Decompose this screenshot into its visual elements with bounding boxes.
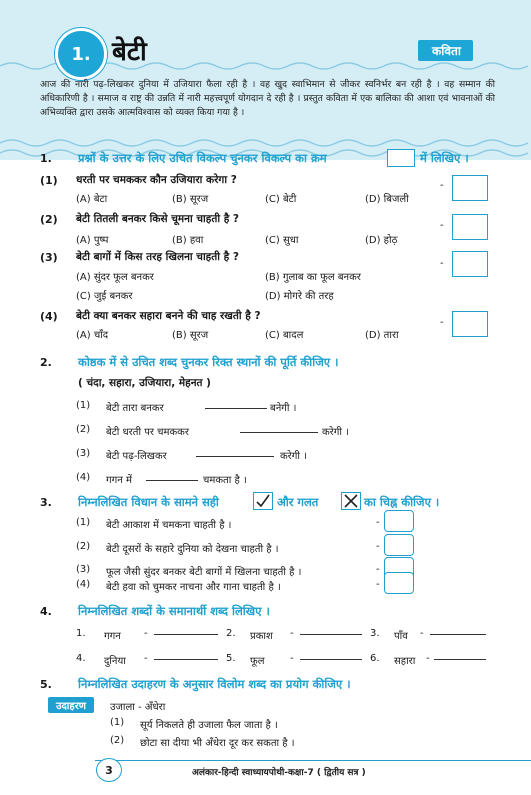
q1-text: धरती पर चमककर कौन उजियारा करेगा ? — [76, 174, 237, 186]
fill-3-blank[interactable] — [196, 446, 274, 457]
q2-text: बेटी तितली बनकर किसे चूमना चाहती है ? — [76, 213, 240, 225]
syn-4-word: दुनिया — [104, 656, 126, 667]
syn-3-word: पाँव — [394, 631, 408, 642]
q2-option-d[interactable]: (D) होठ़ — [365, 235, 398, 246]
q1-answer-box[interactable] — [452, 175, 488, 201]
syn-5-word: फूल — [250, 656, 265, 667]
fill-1-number: (1) — [76, 400, 91, 411]
q3-option-d[interactable]: (D) मोगरे की तरह — [265, 291, 334, 302]
q3-option-c[interactable]: (C) जुई बनकर — [76, 291, 133, 302]
fill-2-before: बेटी धरती पर चमककर — [106, 427, 189, 438]
q1-dash: - — [440, 180, 444, 191]
tf-2-answer-box[interactable] — [384, 534, 414, 556]
fill-3-number: (3) — [76, 448, 91, 459]
q3-answer-box[interactable] — [452, 251, 488, 277]
fill-4-after: चमकता है । — [203, 475, 247, 486]
fill-2-after: करेगी । — [322, 427, 349, 438]
section-4-number: 4. — [40, 605, 52, 618]
fill-1-blank[interactable] — [205, 398, 267, 409]
ex-line-1-number: (1) — [110, 717, 125, 728]
footer-text: अलंकार-हिन्दी स्वाध्यायपोथी-कक्षा-7 ( द्वितीय सत्र ) — [192, 768, 366, 778]
intro-paragraph: आज की नारी पढ़-लिखकर दुनिया में उजियारा फैला रही है । वह खुद स्वाभिमान से जीकर स्वनिर्भर बन रही है । वह सम्मान की अधिकारिणी है । समाज व राष्ट्र की उन्नति में नारी महत्त्वपूर्ण योगदान दे रही है । प्रस्तुत कविता में एक बालिका की आशा एवं भावनाओं की अभिव्यक्ति द्वारा उसके आत्मविश्वास को व्यक्त किया गया है । — [40, 79, 495, 118]
cross-icon — [342, 493, 360, 509]
syn-1-blank[interactable] — [154, 624, 218, 635]
q4-option-b[interactable]: (B) सूरज — [172, 330, 209, 341]
q4-answer-box[interactable] — [452, 311, 488, 337]
syn-2-word: प्रकाश — [250, 631, 273, 642]
section-5-number: 5. — [40, 678, 52, 691]
example-tag: उदाहरण — [48, 697, 94, 713]
syn-6-dash: - — [426, 653, 430, 664]
tf-2-text: बेटी दूसरों के सहारे दुनिया को देखना चाहती है । — [106, 544, 279, 555]
syn-5-number: 5. — [226, 653, 236, 664]
tf-3-number: (3) — [76, 564, 91, 575]
ex-line-2-number: (2) — [110, 735, 125, 746]
answer-key-box — [387, 149, 415, 167]
q2-answer-box[interactable] — [452, 214, 488, 240]
tf-1-answer-box[interactable] — [384, 510, 414, 532]
check-icon — [254, 493, 272, 509]
q4-text: बेटी क्या बनकर सहारा बनने की चाह रखती है ? — [76, 310, 261, 322]
q3-dash: - — [440, 258, 444, 269]
q1-option-c[interactable]: (C) बेटी — [265, 194, 297, 205]
tick-sample-box — [253, 492, 273, 510]
q1-number: (1) — [40, 174, 58, 187]
syn-1-number: 1. — [76, 628, 86, 639]
tf-1-number: (1) — [76, 517, 91, 528]
syn-4-dash: - — [144, 653, 148, 664]
syn-3-blank[interactable] — [430, 624, 486, 635]
ex-line-2-text: छोटा सा दीया भी अँधेरा दूर कर सकता है । — [140, 738, 295, 749]
tf-4-answer-box[interactable] — [384, 572, 414, 594]
q4-dash: - — [440, 317, 444, 328]
q2-option-a[interactable]: (A) पुष्प — [76, 235, 109, 246]
page-number: 3 — [96, 758, 122, 782]
page-title: बेटी — [112, 37, 147, 67]
syn-6-blank[interactable] — [434, 649, 486, 660]
q4-option-a[interactable]: (A) चाँद — [76, 330, 109, 341]
section-3-heading-a: निम्नलिखित विधान के सामने सही — [78, 495, 219, 509]
lesson-number-badge: 1. — [55, 28, 107, 80]
tf-4-number: (4) — [76, 579, 91, 590]
section-3-heading-c: का चिह्न कीजिए । — [364, 495, 440, 509]
section-1-heading: प्रश्नों के उत्तर के लिए उचित विकल्प चुनकर विकल्प का क्रम — [78, 151, 327, 165]
fill-3-before: बेटी पढ़-लिखकर — [106, 451, 167, 462]
q2-dash: - — [440, 220, 444, 231]
section-5-heading: निम्नलिखित उदाहरण के अनुसार विलोम शब्द का प्रयोग कीजिए । — [78, 677, 351, 691]
syn-1-dash: - — [144, 628, 148, 639]
syn-6-number: 6. — [370, 653, 380, 664]
ex-line-1-text: सूर्य निकलते ही उजाला फैल जाता है । — [140, 720, 278, 731]
section-1-number: 1. — [40, 152, 52, 165]
q4-option-c[interactable]: (C) बादल — [265, 330, 304, 341]
q1-option-a[interactable]: (A) बेटा — [76, 194, 108, 205]
fill-1-before: बेटी तारा बनकर — [106, 403, 164, 414]
syn-4-number: 4. — [76, 653, 86, 664]
word-bank: ( चंदा, सहारा, उजियारा, मेहनत ) — [78, 377, 211, 389]
category-tag: कविता — [418, 40, 473, 61]
section-3-heading-b: और गलत — [277, 495, 319, 509]
syn-3-number: 3. — [370, 628, 380, 639]
syn-2-number: 2. — [226, 628, 236, 639]
q4-number: (4) — [40, 310, 58, 323]
syn-3-dash: - — [420, 628, 424, 639]
q3-option-b[interactable]: (B) गुलाब का फूल बनकर — [265, 272, 361, 283]
q3-option-a[interactable]: (A) सुंदर फूल बनकर — [76, 272, 154, 283]
section-1-heading-end: में लिखिए । — [420, 151, 469, 165]
section-2-number: 2. — [40, 356, 52, 369]
fill-3-after: करेगी । — [280, 451, 307, 462]
syn-2-blank[interactable] — [300, 624, 362, 635]
fill-2-blank[interactable] — [240, 422, 318, 433]
q1-option-d[interactable]: (D) बिजली — [365, 194, 409, 205]
tf-2-number: (2) — [76, 541, 91, 552]
fill-4-number: (4) — [76, 472, 91, 483]
syn-4-blank[interactable] — [154, 649, 218, 660]
q2-number: (2) — [40, 213, 58, 226]
q3-number: (3) — [40, 251, 58, 264]
q4-option-d[interactable]: (D) तारा — [365, 330, 399, 341]
tf-2-dash: - — [376, 541, 380, 552]
tf-4-dash: - — [376, 579, 380, 590]
q2-option-b[interactable]: (B) हवा — [172, 235, 204, 246]
q1-option-b[interactable]: (B) सूरज — [172, 194, 209, 205]
fill-2-number: (2) — [76, 424, 91, 435]
section-3-number: 3. — [40, 496, 52, 509]
q3-text: बेटी बागों में किस तरह खिलना चाहती है ? — [76, 251, 239, 263]
tf-3-text: फूल जैसी सुंदर बनकर बेटी बागों में खिलना चाहती है । — [106, 567, 302, 578]
q2-option-c[interactable]: (C) सुधा — [265, 235, 299, 246]
fill-1-after: बनेगी । — [270, 403, 297, 414]
tf-1-text: बेटी आकाश में चमकना चाहती है । — [106, 520, 232, 531]
tf-3-dash: - — [376, 564, 380, 575]
section-4-heading: निम्नलिखित शब्दों के समानार्थी शब्द लिखिए । — [78, 604, 270, 618]
syn-5-dash: - — [290, 653, 294, 664]
syn-1-word: गगन — [104, 631, 121, 642]
syn-5-blank[interactable] — [300, 649, 362, 660]
fill-4-blank[interactable] — [146, 470, 198, 481]
cross-sample-box — [341, 492, 361, 510]
section-2-heading: कोष्ठक में से उचित शब्द चुनकर रिक्त स्थानों की पूर्ति कीजिए । — [78, 355, 339, 369]
tf-1-dash: - — [376, 517, 380, 528]
syn-2-dash: - — [290, 628, 294, 639]
example-pair: उजाला - अँधेरा — [110, 702, 166, 713]
syn-6-word: सहारा — [394, 656, 416, 667]
tf-4-text: बेटी हवा को चुमकर नाचना और गाना चाहती है । — [106, 582, 281, 593]
fill-4-before: गगन में — [106, 475, 132, 486]
